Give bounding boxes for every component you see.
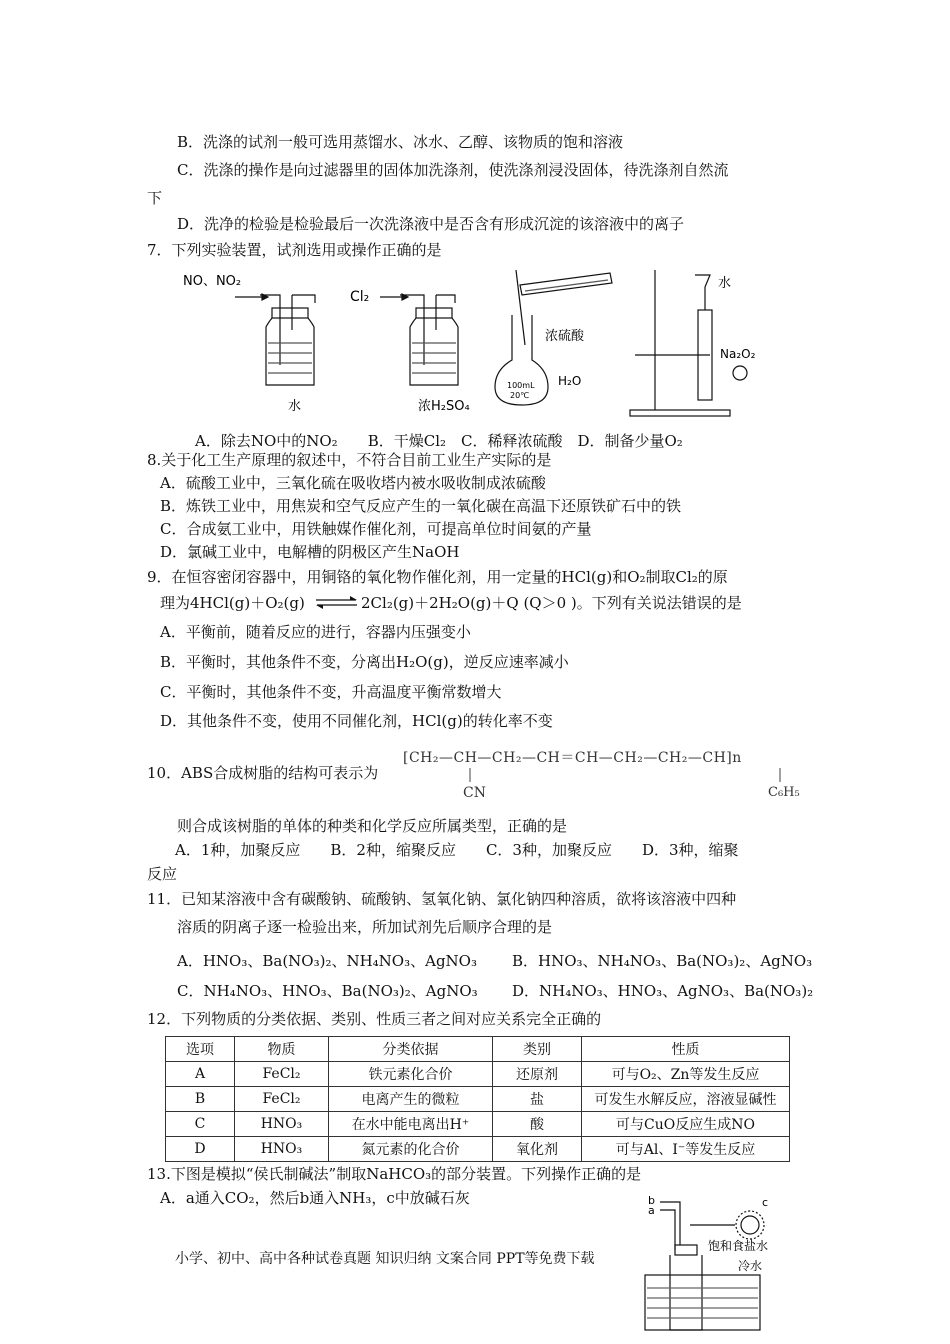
table-cell: HNO₃ (235, 1112, 329, 1137)
q9-stem-line2a: 理为4HCl(g)＋O₂(g) (160, 594, 305, 612)
q7-stem: 7．下列实验装置，试剂选用或操作正确的是 (147, 241, 442, 259)
table-cell: 电离产生的微粒 (329, 1087, 493, 1112)
table-cell: B (166, 1087, 235, 1112)
q9-stem-line2b: 2Cl₂(g)＋2H₂O(g)＋Q (Q＞0 )。下列有关说法错误的是 (361, 594, 742, 612)
q10-stem2: 则合成该树脂的单体的种类和化学反应所属类型，正确的是 (177, 817, 568, 835)
table-row (166, 1112, 790, 1137)
q10-options: A．1种，加聚反应 B．2种，缩聚反应 C．3种，加聚反应 D．3种，缩聚 (175, 841, 739, 859)
q7-label-acid: 浓硫酸 (545, 329, 585, 344)
q13-label-c: c (762, 1196, 769, 1209)
table-cell: 可与CuO反应生成NO (582, 1112, 790, 1137)
q10-stem: 10．ABS合成树脂的结构可表示为 (147, 764, 379, 782)
abs-structure-formula: [CH₂—CH—CH₂—CH＝CH—CH₂—CH₂—CH]n (403, 750, 742, 766)
table-cell: 还原剂 (493, 1062, 582, 1087)
table-cell: 可与Al、I⁻等发生反应 (582, 1137, 790, 1162)
q6-option-c-cont: 下 (147, 189, 163, 207)
q13-label-cold: 冷水 (738, 1259, 763, 1273)
q6-option-b: B．洗涤的试剂一般可选用蒸馏水、冰水、乙醇、该物质的饱和溶液 (177, 133, 624, 151)
q8-option-d: D．氯碱工业中，电解槽的阴极区产生NaOH (160, 543, 460, 561)
q11-option-d: D．NH₄NO₃、HNO₃、AgNO₃、Ba(NO₃)₂ (512, 982, 814, 1000)
q7-label-flask2: 20℃ (510, 391, 530, 400)
q11-option-b: B．HNO₃、NH₄NO₃、Ba(NO₃)₂、AgNO₃ (512, 952, 813, 970)
q6-option-c: C．洗涤的操作是向过滤器里的固体加洗涤剂，使洗涤剂浸没固体，待洗涤剂自然流 (177, 161, 729, 179)
table-row (166, 1137, 790, 1162)
q6-option-d: D．洗净的检验是检验最后一次洗涤液中是否含有形成沉淀的该溶液中的离子 (177, 215, 685, 233)
q9-stem-line1: 9．在恒容密闭容器中，用铜铬的氧化物作催化剂，用一定量的HCl(g)和O₂制取Cl₂的原 (147, 568, 728, 586)
table-cell: 氮元素的化合价 (329, 1137, 493, 1162)
q7-apparatus-figure (180, 265, 780, 425)
q10-options-tail: 反应 (147, 865, 178, 883)
abs-substituent-c6h5: C₆H₅ (768, 785, 800, 800)
table-cell: C (166, 1112, 235, 1137)
q7-label-water: H₂O (558, 374, 582, 388)
column-header: 类别 (493, 1037, 582, 1062)
table-cell: 酸 (493, 1112, 582, 1137)
column-header: 分类依据 (329, 1037, 493, 1062)
q9-option-c: C．平衡时，其他条件不变，升高温度平衡常数增大 (160, 683, 502, 701)
table-cell: FeCl₂ (235, 1087, 329, 1112)
table-cell: 铁元素化合价 (329, 1062, 493, 1087)
table-cell: 在水中能电离出H⁺ (329, 1112, 493, 1137)
wash-bottle-a (235, 294, 315, 385)
q11-stem-line1: 11．已知某溶液中含有碳酸钠、硫酸钠、氢氧化钠、氯化钠四种溶质，欲将该溶液中四种 (147, 890, 737, 908)
table-cell: 可发生水解反应，溶液显碱性 (582, 1087, 790, 1112)
column-header: 性质 (582, 1037, 790, 1062)
q9-option-a: A．平衡前，随着反应的进行，容器内压强变小 (160, 623, 471, 641)
equilibrium-arrow-icon (314, 593, 359, 613)
q11-stem-line2: 溶质的阴离子逐一检验出来，所加试剂先后顺序合理的是 (177, 918, 553, 936)
page-footer: 小学、初中、高中各种试卷真题 知识归纳 文案合同 PPT等免费下载 (175, 1251, 595, 1267)
table-cell: D (166, 1137, 235, 1162)
q8-option-c: C．合成氨工业中，用铁触媒作催化剂，可提高单位时间氨的产量 (160, 520, 592, 538)
q9-option-d: D．其他条件不变，使用不同催化剂，HCl(g)的转化率不变 (160, 712, 553, 730)
q8-option-b: B．炼铁工业中，用焦炭和空气反应产生的一氧化碳在高温下还原铁矿石中的铁 (160, 497, 682, 515)
q7-label-flask1: 100mL (507, 381, 535, 390)
q7-label-liquid2: 浓H₂SO₄ (418, 399, 470, 414)
table-cell: 氧化剂 (493, 1137, 582, 1162)
q8-option-a: A．硫酸工业中，三氧化硫在吸收塔内被水吸收制成浓硫酸 (160, 474, 546, 492)
table-cell: 可与O₂、Zn等发生反应 (582, 1062, 790, 1087)
q7-label-water-top: 水 (718, 276, 732, 291)
q7-options: A．除去NO中的NO₂ B．干燥Cl₂ C．稀释浓硫酸 D．制备少量O₂ (195, 432, 683, 450)
q13-option-a: A．a通入CO₂，然后b通入NH₃，c中放碱石灰 (160, 1189, 470, 1207)
q13-label-b: b (648, 1194, 655, 1207)
table-cell: HNO₃ (235, 1137, 329, 1162)
q7-label-gas2: Cl₂ (350, 289, 370, 305)
q7-label-gas1: NO、NO₂ (183, 274, 242, 289)
wash-bottle-b (380, 294, 458, 385)
table-row (166, 1087, 790, 1112)
q13-label-brine: 饱和食盐水 (708, 1239, 769, 1253)
q8-stem: 8.关于化工生产原理的叙述中，不符合目前工业生产实际的是 (147, 451, 552, 469)
q13-stem: 13.下图是模拟“侯氏制碱法”制取NaHCO₃的部分装置。下列操作正确的是 (147, 1165, 642, 1183)
q12-stem: 12．下列物质的分类依据、类别、性质三者之间对应关系完全正确的 (147, 1010, 602, 1028)
abs-substituent-bonds (460, 766, 790, 802)
table-header-row (166, 1037, 790, 1062)
iron-stand (630, 270, 747, 416)
column-header: 物质 (235, 1037, 329, 1062)
q13-label-a: a (648, 1204, 655, 1217)
table-cell: A (166, 1062, 235, 1087)
table-row (166, 1062, 790, 1087)
q12-classification-table (165, 1036, 790, 1162)
q9-option-b: B．平衡时，其他条件不变，分离出H₂O(g)，逆反应速率减小 (160, 653, 569, 671)
q11-option-a: A．HNO₃、Ba(NO₃)₂、NH₄NO₃、AgNO₃ (177, 952, 477, 970)
table-cell: 盐 (493, 1087, 582, 1112)
column-header: 选项 (166, 1037, 235, 1062)
q11-option-c: C．NH₄NO₃、HNO₃、Ba(NO₃)₂、AgNO₃ (177, 982, 478, 1000)
q7-label-liquid1: 水 (288, 399, 302, 414)
q13-apparatus-figure (640, 1190, 800, 1340)
q7-label-solid: Na₂O₂ (720, 347, 756, 361)
table-cell: FeCl₂ (235, 1062, 329, 1087)
abs-substituent-cn: CN (463, 785, 486, 801)
